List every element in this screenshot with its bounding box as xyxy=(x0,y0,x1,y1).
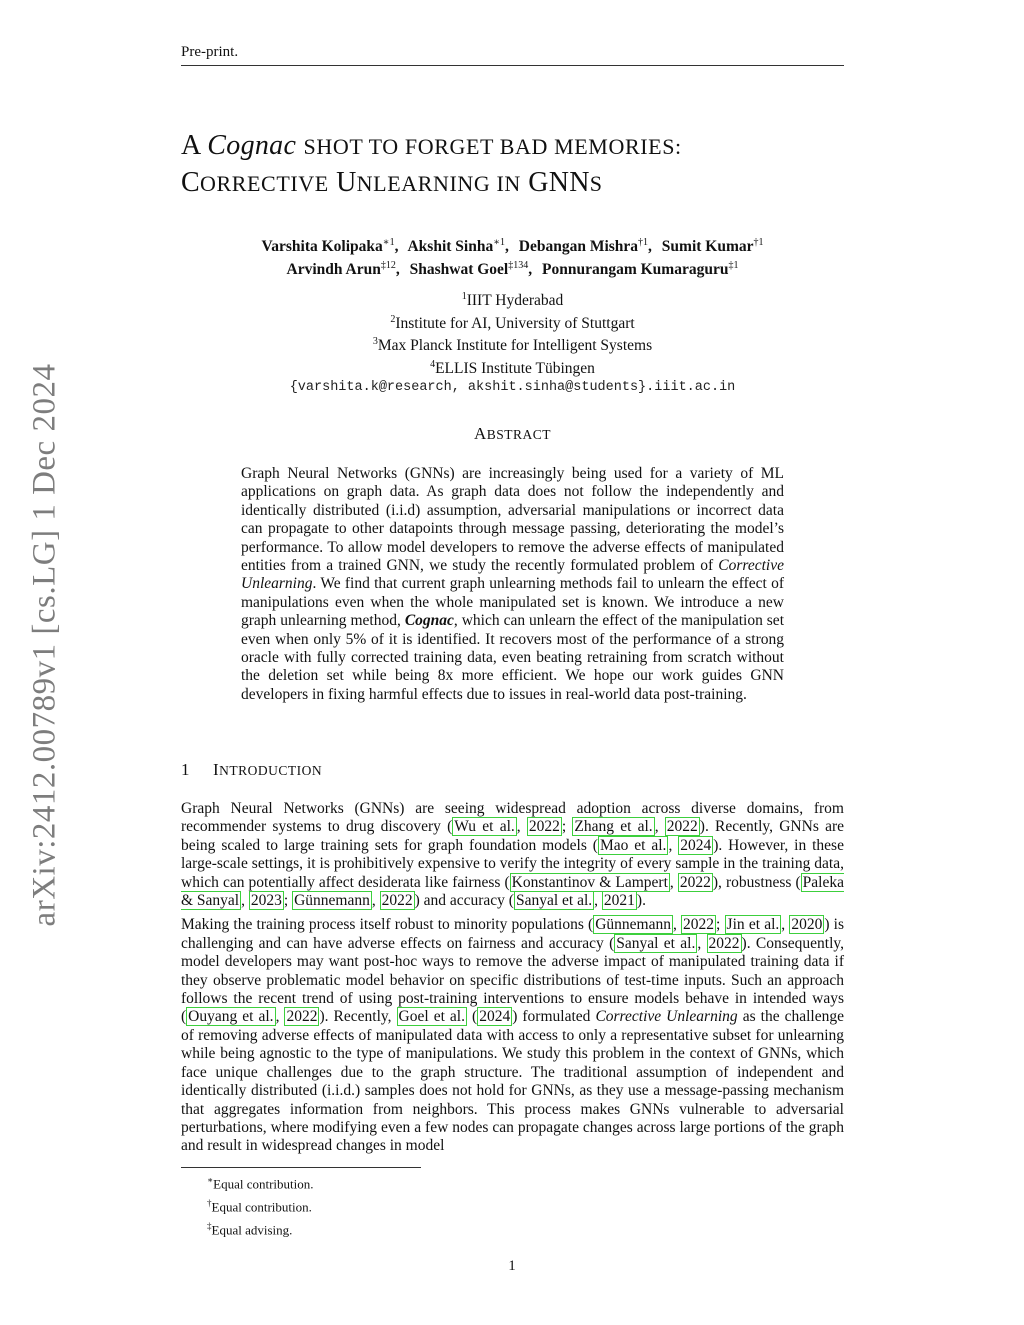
citation-link[interactable]: Konstantinov & Lampert xyxy=(511,873,668,891)
author: Varshita Kolipaka$^{∗1}$ xyxy=(261,237,395,256)
footnote-rule xyxy=(181,1167,421,1168)
affiliation: $^4$ELLIS Institute Tübingen xyxy=(430,358,595,378)
contact-email[interactable]: {varshita.k@research, akshit.sinha@students}.iiit.ac.in xyxy=(289,379,736,395)
running-header: Pre-print. xyxy=(181,44,239,60)
affiliation: $^1$IIIT Hyderabad xyxy=(461,291,564,310)
citation-link[interactable]: 2024 xyxy=(479,1008,511,1026)
citation-link[interactable]: Sanyal et al. xyxy=(616,934,696,952)
footnote: ∗Equal contribution. xyxy=(207,1175,314,1192)
affiliation: $^2$Institute for AI, University of Stuttgart xyxy=(390,313,635,332)
citation-link[interactable]: Sanyal et al. xyxy=(515,892,593,910)
paragraph: Making the training process itself robust to minority populations ( Günnemann , 2022 ; Jin et al. , 2020 ) is challenging and can have adverse effects on fairness and accuracy ( Sanyal et al. , 2022 ). Consequently, model developers may want post-hoc ways to remove the adverse impact of manipulated training data if they observe problematic model behavior on specific distributions of test-time inputs. Such an approach follows the recent trend of using post-training interventions to ensure models behave in intended ways ( Ouyang et al. , 2022 ). Recently, Goel et al. ( 2024 ) formulated Corrective Unlearning as the challenge of removing adverse effects of manipulated data with access to only a representative subset for unlearning while being agnostic to the type of manipulations. We study this problem in the context of GNNs, which face unique challenges due to the graph structure. The traditional assumption of independent and identically distributed (i.i.d.) samples does not hold for GNNs, as they use a message-passing mechanism that aggregates information from neighbors. This process makes GNNs vulnerable to adversarial perturbations, where modifying even a few nodes can propagate changes across large portions of the graph and result in widespread changes in model xyxy=(181,916,845,1155)
abstract-body: Graph Neural Networks (GNNs) are increasingly being used for a variety of ML applications on graph data. As graph data does not follow the independently and identically distributed (i.i.d) assumption, adversarial manipulations or incorrect data can propagate to other datapoints through message passing, deteriorating the model’s performance. To allow model developers to remove the adverse effects of manipulated entities from a trained GNN, we study the recently formulated problem of Corrective Unlearning. We find that current graph unlearning methods fail to unlearn the effect of manipulations even when the whole manipulated set is known. We introduce a new graph unlearning method, Cognac, which can unlearn the effect of the manipulation set even when only 5% of it is identified. It recovers most of the performance of a strong oracle with fully corrected training data, even beating retraining from scratch without the deletion set while being 8x more efficient. We hope our work guides GNN developers in fixing harmful effects due to issues in real-world data post-training. xyxy=(241,465,784,703)
author: Debangan Mishra$^{\dagger 1}$ xyxy=(518,237,649,256)
page-number: 1 xyxy=(508,1258,516,1274)
footnote: ‡Equal advising. xyxy=(207,1220,293,1237)
citation-link[interactable]: Ouyang et al. xyxy=(188,1008,274,1026)
author-line-1: Varshita Kolipaka$^{∗1}$, Akshit Sinha$^{∗1}$, Debangan Mishra$^{\dagger 1}$, Sumit Kumar$^{\dagger 1}$ xyxy=(261,237,764,256)
citation-link[interactable]: Jin et al. xyxy=(726,916,780,934)
citation-link[interactable]: Goel et al. xyxy=(398,1008,465,1026)
author: Shashwat Goel$^{\ddagger 134}$ xyxy=(409,260,529,279)
citation-link[interactable]: Günnemann xyxy=(294,892,370,910)
citation-link[interactable]: 2022 xyxy=(528,818,560,836)
citation-link[interactable]: 2022 xyxy=(666,818,698,836)
citation-link[interactable]: Günnemann xyxy=(595,916,671,934)
author: Sumit Kumar$^{\dagger 1}$ xyxy=(661,237,764,256)
abstract-heading: ABSTRACT xyxy=(473,424,552,443)
author: Ponnurangam Kumaraguru$^{\ddagger 1}$ xyxy=(541,260,739,279)
citation-link[interactable]: 2022 xyxy=(381,892,413,910)
citation-link[interactable]: Wu et al. xyxy=(454,818,515,836)
title-line-1: A Cognac SHOT TO FORGET BAD MEMORIES: xyxy=(181,130,682,161)
header-rule xyxy=(181,65,844,66)
paragraph: Graph Neural Networks (GNNs) are seeing widespread adoption across diverse domains, from recommender systems to drug discovery ( Wu et al. , 2022 ; Zhang et al. , 2022 ). Recently, GNNs are being scaled to large training sets for graph foundation models ( Mao et al. , 2024 ). However, in these large-scale settings, it is prohibitively expensive to verify the integrity of every sample in the training data, which can potentially affect desiderata like fairness ( Konstantinov & Lampert , 2022 ), robustness ( Paleka & Sanyal , 2023 ; Günnemann , 2022 ) and accuracy ( Sanyal et al. , 2021 ). xyxy=(181,800,844,910)
author: Arvindh Arun$^{\ddagger 12}$ xyxy=(286,260,396,279)
affiliation: $^3$Max Planck Institute for Intelligent Systems xyxy=(372,336,653,355)
arxiv-id: arXiv:2412.00789v1 [cs.LG] 1 Dec 2024 xyxy=(26,363,63,927)
author-line-2: Arvindh Arun$^{\ddagger 12}$, Shashwat Goel$^{\ddagger 134}$, Ponnurangam Kumaraguru$^{\ddagger 1}$ xyxy=(286,260,739,279)
citation-link[interactable]: 2022 xyxy=(708,934,740,952)
paper-title xyxy=(181,128,861,202)
author-list xyxy=(181,233,844,279)
citation-link[interactable]: 2022 xyxy=(683,916,715,934)
citation-link[interactable]: 2021 xyxy=(603,892,635,910)
citation-link[interactable]: Zhang et al. xyxy=(574,818,653,836)
footnotes xyxy=(207,1171,314,1239)
citation-link[interactable]: 2022 xyxy=(679,873,711,891)
citation-link[interactable]: 2020 xyxy=(791,916,823,934)
citation-link[interactable]: 2024 xyxy=(680,836,712,854)
author: Akshit Sinha$^{∗1}$ xyxy=(407,237,506,256)
introduction-body xyxy=(181,800,844,1162)
affiliations xyxy=(181,288,844,397)
title-line-2: CORRECTIVE UNLEARNING IN GNNS xyxy=(181,167,603,198)
citation-link[interactable]: 2022 xyxy=(286,1008,318,1026)
footnote: †Equal contribution. xyxy=(207,1197,312,1215)
citation-link[interactable]: 2023 xyxy=(250,892,282,910)
citation-link[interactable]: Mao et al. xyxy=(599,836,667,854)
citation-link[interactable]: Paleka & Sanyal xyxy=(181,873,844,910)
section-heading-introduction: 1 INTRODUCTION xyxy=(181,760,323,779)
